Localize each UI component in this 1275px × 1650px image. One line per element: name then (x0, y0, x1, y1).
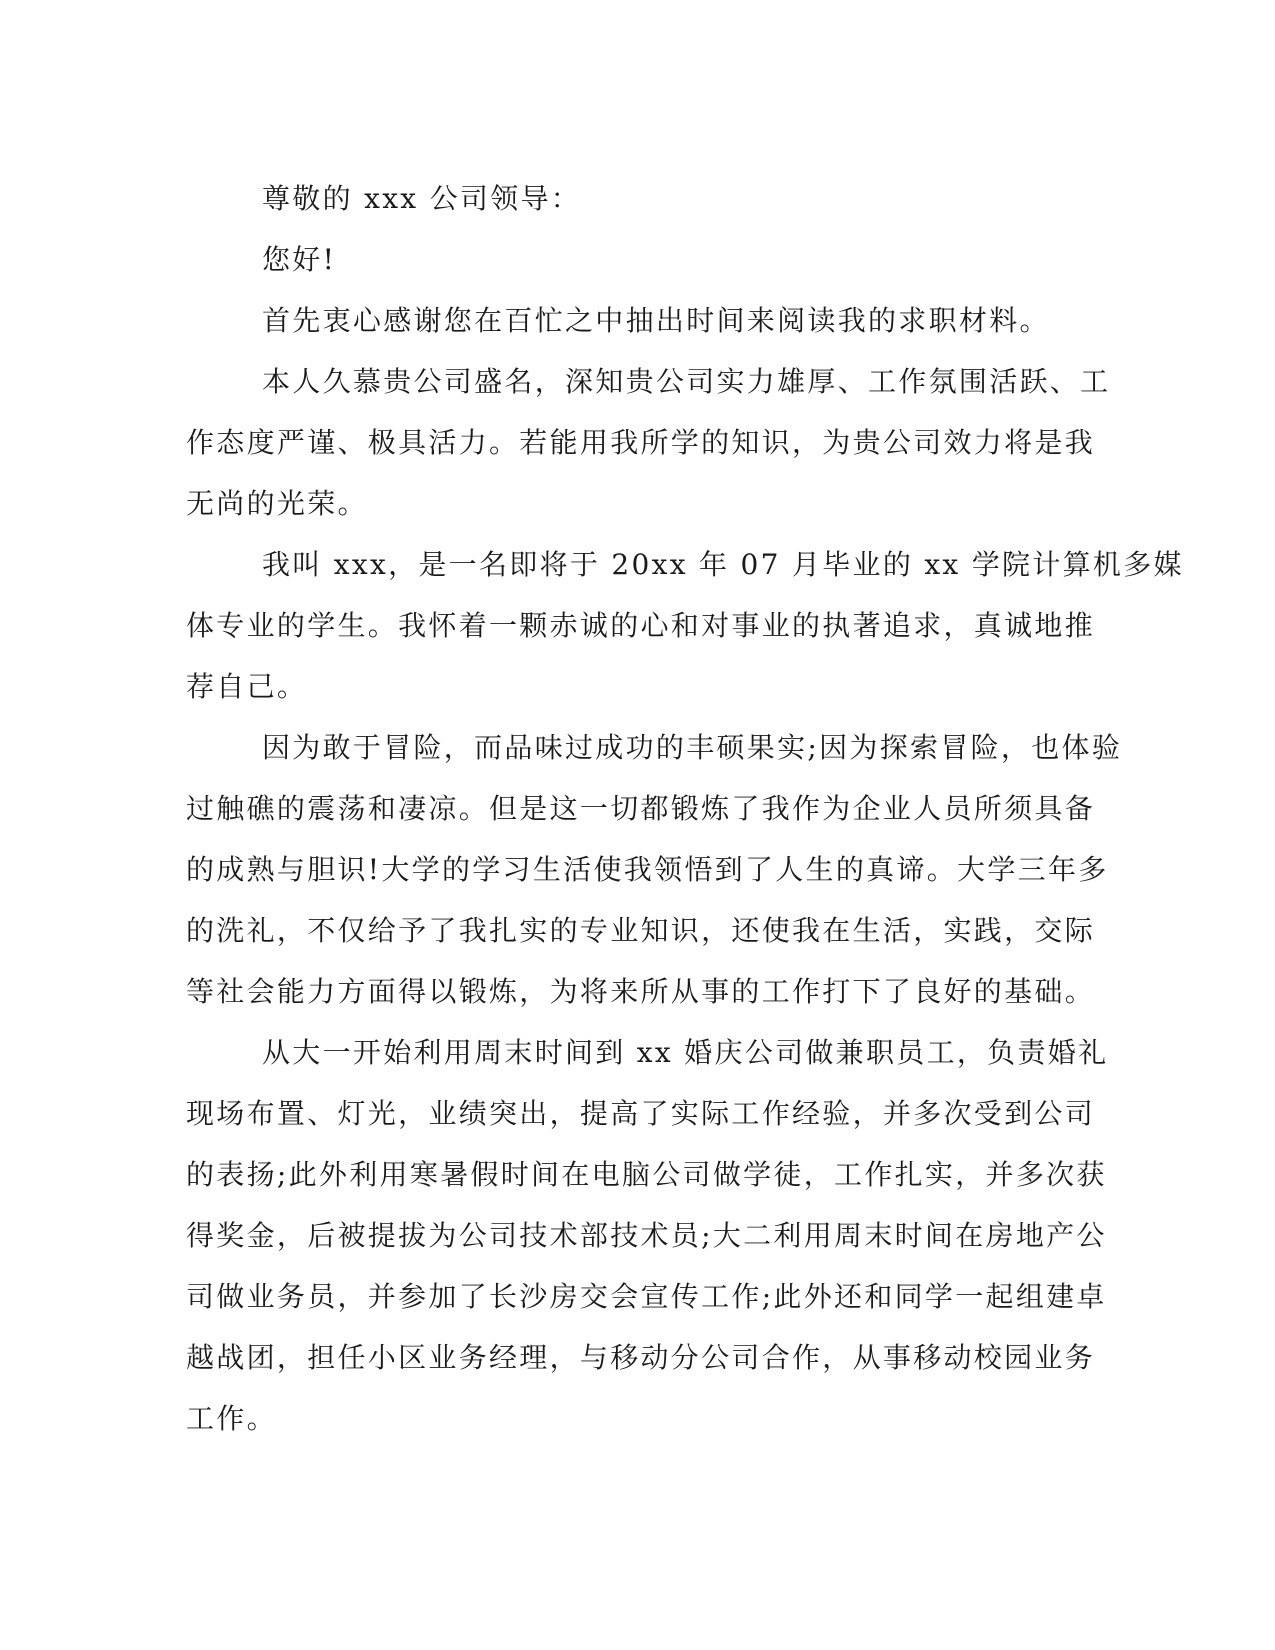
text-line: 荐自己。 (186, 670, 308, 703)
text-line: 的洗礼，不仅给予了我扎实的专业知识，还使我在生活，实践，交际 (186, 914, 1096, 947)
paragraph-thanks (186, 290, 1062, 351)
text-line: 体专业的学生。我怀着一颗赤诚的心和对事业的执著追求，真诚地推 (186, 609, 1096, 642)
paragraph-admiration (186, 351, 1111, 534)
text-line: 工作。 (186, 1402, 277, 1435)
text-line: 首先衷心感谢您在百忙之中抽出时间来阅读我的求职材料。 (262, 304, 1050, 337)
text-line: 作态度严谨、极具活力。若能用我所学的知识，为贵公司效力将是我 (186, 426, 1096, 459)
cover-letter-body (186, 168, 1184, 1449)
text-line: 无尚的光荣。 (186, 487, 368, 520)
text-line: 的成熟与胆识!大学的学习生活使我领悟到了人生的真谛。大学三年多 (186, 853, 1109, 886)
paragraph-experience (186, 717, 1123, 1022)
text-line: 得奖金，后被提拔为公司技术部技术员;大二利用周末时间在房地产公 (186, 1219, 1107, 1252)
text-line: 我叫 xxx，是一名即将于 20xx 年 07 月毕业的 xx 学院计算机多媒 (262, 548, 1184, 581)
text-line: 因为敢于冒险，而品味过成功的丰硕果实;因为探索冒险，也体验 (262, 731, 1123, 764)
paragraph-introduction (186, 534, 1184, 717)
text-line: 过触礁的震荡和凄凉。但是这一切都锻炼了我作为企业人员所须具备 (186, 792, 1096, 825)
text-line: 越战团，担任小区业务经理，与移动分公司合作，从事移动校园业务 (186, 1341, 1096, 1374)
text-line: 等社会能力方面得以锻炼，为将来所从事的工作打下了良好的基础。 (186, 975, 1096, 1008)
text-line: 现场布置、灯光，业绩突出，提高了实际工作经验，并多次受到公司 (186, 1097, 1096, 1130)
salutation-line: 尊敬的 xxx 公司领导： (262, 182, 582, 215)
text-line: 本人久慕贵公司盛名，深知贵公司实力雄厚、工作氛围活跃、工 (262, 365, 1111, 398)
text-line: 司做业务员，并参加了长沙房交会宣传工作;此外还和同学一起组建卓 (186, 1280, 1107, 1313)
text-line: 的表扬;此外利用寒暑假时间在电脑公司做学徒，工作扎实，并多次获 (186, 1158, 1107, 1191)
greeting-line: 您好! (262, 243, 337, 276)
text-line: 从大一开始利用周末时间到 xx 婚庆公司做兼职员工，负责婚礼 (262, 1036, 1109, 1069)
paragraph-work-history (186, 1022, 1109, 1449)
